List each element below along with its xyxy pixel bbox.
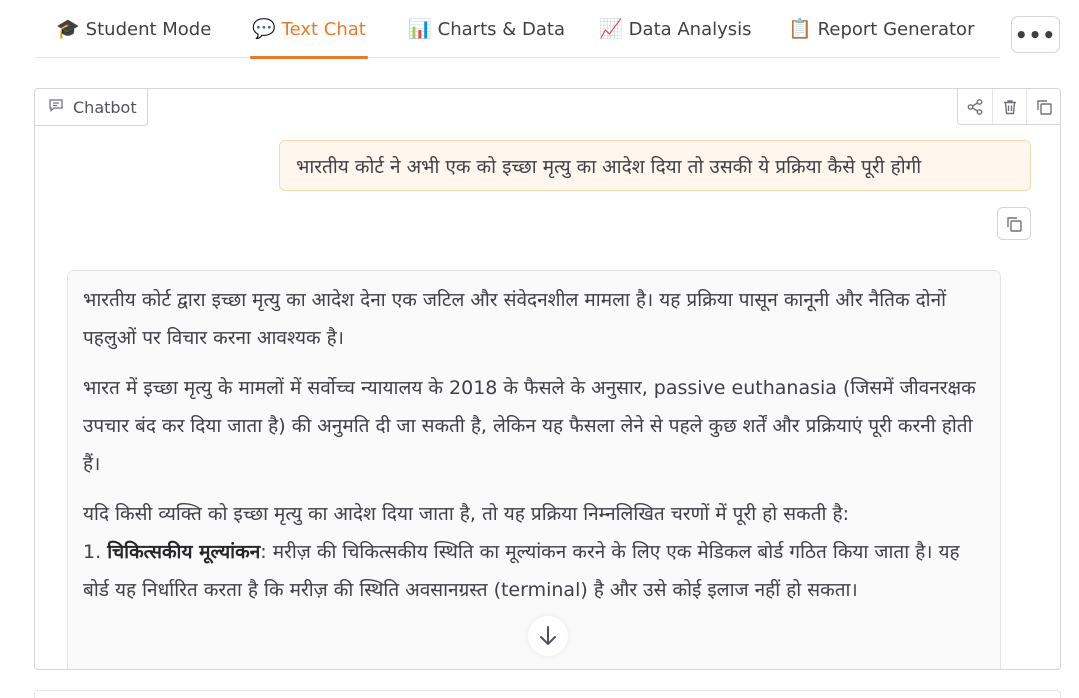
copy-all-button[interactable] <box>1026 89 1060 124</box>
clipboard-icon: 📋 <box>788 17 812 40</box>
trend-chart-icon: 📈 <box>599 17 623 40</box>
panel-toolbar <box>957 88 1061 125</box>
tab-charts-data[interactable] <box>408 0 565 58</box>
tab-report-generator[interactable] <box>788 0 974 58</box>
share-icon <box>966 98 984 116</box>
graduation-cap-icon: 🎓 <box>56 17 80 40</box>
copy-message-button[interactable] <box>997 207 1031 240</box>
tab-student-mode[interactable] <box>56 0 211 58</box>
speech-bubble-icon: 💬 <box>252 17 276 40</box>
user-message-bubble <box>279 140 1031 191</box>
tab-label: Report Generator <box>817 18 975 40</box>
list-item <box>83 533 984 609</box>
chatbot-label-text: Chatbot <box>73 97 137 117</box>
list-item-text: : मरीज़ की चिकित्सकीय स्थिति का मूल्यांकन करने के लिए एक मेडिकल बोर्ड गठित किया जाता है। यह बोर्ड यह निर्धारित करता है कि मरीज़ की स्थिति अवसानग्रस्त (terminal) है और उसे कोई इलाज नहीं हो सकता। <box>83 541 960 601</box>
chatbot-panel <box>34 88 1061 670</box>
list-number: 1. <box>83 541 102 563</box>
copy-icon <box>1035 98 1053 116</box>
share-button[interactable] <box>958 89 992 124</box>
user-message-text: भारतीय कोर्ट ने अभी एक को इच्छा मृत्यु का आदेश दिया तो उसकी ये प्रक्रिया कैसे पूरी होगी <box>296 155 922 178</box>
tab-text-chat[interactable] <box>252 0 366 58</box>
tab-bar <box>34 0 1000 58</box>
list-item-title: चिकित्सकीय मूल्यांकन <box>107 541 261 563</box>
tab-label: Charts & Data <box>437 18 565 40</box>
clear-button[interactable] <box>992 89 1026 124</box>
more-options-button[interactable] <box>1011 16 1060 53</box>
chat-icon <box>48 97 64 117</box>
trash-icon <box>1001 98 1019 116</box>
ellipsis-icon: ••• <box>1014 22 1057 47</box>
tab-label: Data Analysis <box>628 18 752 40</box>
arrow-down-icon <box>538 625 558 647</box>
bot-message-bubble <box>67 270 1001 670</box>
chatbot-label <box>35 89 148 126</box>
tab-data-analysis[interactable] <box>599 0 752 58</box>
scroll-to-bottom-button[interactable] <box>528 616 568 656</box>
bot-paragraph: भारत में इच्छा मृत्यु के मामलों में सर्वोच्च न्यायालय के 2018 के फैसले के अनुसार, passive euthanasia (जिसमें जीवनरक्षक उपचार बंद कर दिया जाता है) की अनुमति दी जा सकती है, लेकिन यह फैसला लेने से पहले कुछ शर्तें और प्रक्रियाएं पूरी करनी होती हैं। <box>83 377 976 475</box>
input-area-edge <box>34 690 1061 698</box>
bot-paragraph: यदि किसी व्यक्ति को इच्छा मृत्यु का आदेश दिया जाता है, तो यह प्रक्रिया निम्नलिखित चरणों में पूरी हो सकती है: <box>83 503 849 525</box>
tab-label: Student Mode <box>85 18 212 40</box>
bot-paragraph: भारतीय कोर्ट द्वारा इच्छा मृत्यु का आदेश देना एक जटिल और संवेदनशील मामला है। यह प्रक्रिया पासून कानूनी और नैतिक दोनों पहलुओं पर विचार करना आवश्यक है। <box>83 289 947 349</box>
bar-chart-icon: 📊 <box>408 17 432 40</box>
tab-label: Text Chat <box>281 18 366 40</box>
copy-icon <box>1005 215 1023 233</box>
